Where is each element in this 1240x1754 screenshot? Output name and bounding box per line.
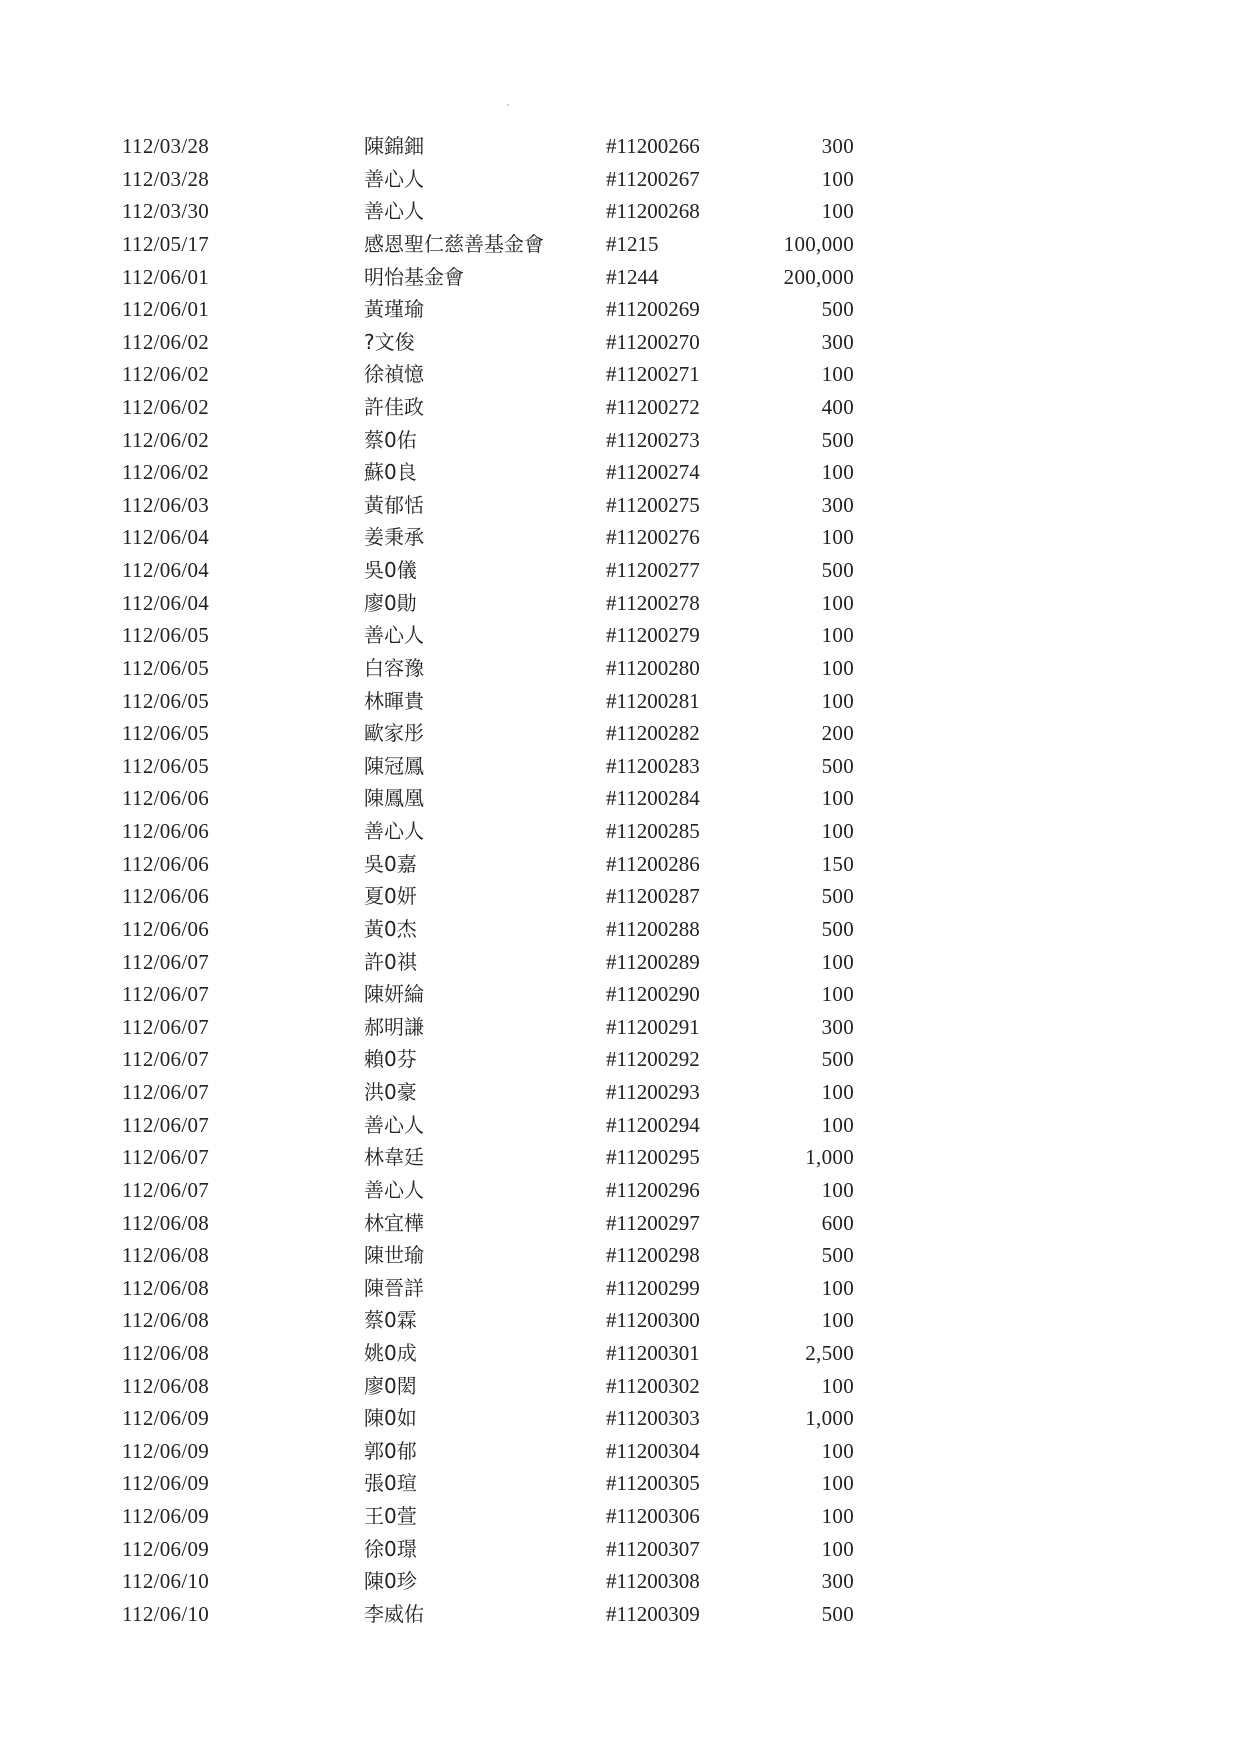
donor-name-cell: 明怡基金會 <box>364 264 464 289</box>
date-cell: 112/06/10 <box>122 1569 210 1594</box>
donor-name-cell: 陳妍綸 <box>364 982 424 1007</box>
ledger-row <box>0 196 1240 226</box>
receipt-number-cell: #11200294 <box>606 1112 700 1137</box>
date-cell: 112/06/06 <box>122 884 210 909</box>
receipt-number-cell: #11200305 <box>606 1471 700 1496</box>
date-cell: 112/06/05 <box>122 753 210 778</box>
amount-cell: 600 <box>821 1210 854 1235</box>
ledger-row <box>0 751 1240 781</box>
amount-cell: 300 <box>821 134 854 158</box>
amount-cell: 100 <box>821 525 854 550</box>
amount-cell: 200,000 <box>783 264 854 289</box>
donor-name-cell: 善心人 <box>364 819 424 843</box>
donor-name-cell: 善心人 <box>364 1177 424 1202</box>
ledger-row <box>0 1077 1240 1107</box>
ledger-row <box>0 1501 1240 1531</box>
ledger-row <box>0 686 1240 716</box>
receipt-number-cell: #11200291 <box>606 1014 700 1039</box>
donor-name-cell: 白容豫 <box>364 655 424 680</box>
date-cell: 112/06/07 <box>122 1145 210 1170</box>
amount-cell: 500 <box>821 916 854 941</box>
date-cell: 112/06/04 <box>122 558 210 583</box>
receipt-number-cell: #11200274 <box>606 460 700 485</box>
amount-cell: 100 <box>821 1471 854 1496</box>
receipt-number-cell: #11200295 <box>606 1145 700 1170</box>
amount-cell: 100 <box>821 199 854 224</box>
ledger-row <box>0 947 1240 977</box>
ledger-row <box>0 1305 1240 1335</box>
ledger-row <box>0 131 1240 161</box>
donor-name-cell: 林暉貴 <box>364 688 424 713</box>
donor-name-cell: 蔡0佑 <box>364 427 417 452</box>
date-cell: 112/06/08 <box>122 1243 210 1268</box>
ledger-row <box>0 1534 1240 1564</box>
receipt-number-cell: #1244 <box>606 264 659 289</box>
donor-name-cell: 陳世瑜 <box>364 1243 424 1268</box>
donor-name-cell: 徐0璟 <box>364 1536 417 1561</box>
amount-cell: 500 <box>821 1243 854 1268</box>
ledger-row <box>0 229 1240 259</box>
ledger-row <box>0 1566 1240 1596</box>
date-cell: 112/06/03 <box>122 492 210 517</box>
amount-cell: 100 <box>821 1112 854 1137</box>
receipt-number-cell: #11200296 <box>606 1177 700 1202</box>
donor-name-cell: 陳0如 <box>364 1406 417 1431</box>
date-cell: 112/06/08 <box>122 1340 210 1365</box>
donor-name-cell: 王0萱 <box>364 1504 417 1528</box>
receipt-number-cell: #11200308 <box>606 1569 700 1594</box>
ledger-row <box>0 588 1240 618</box>
donor-name-cell: 李威佑 <box>364 1601 424 1626</box>
amount-cell: 100 <box>821 819 854 843</box>
receipt-number-cell: #11200290 <box>606 982 700 1007</box>
scan-speck <box>507 104 509 106</box>
ledger-row <box>0 425 1240 455</box>
amount-cell: 100 <box>821 166 854 191</box>
ledger-row <box>0 1175 1240 1205</box>
receipt-number-cell: #11200267 <box>606 166 700 191</box>
donor-name-cell: 許0祺 <box>364 949 417 974</box>
amount-cell: 100 <box>821 949 854 974</box>
date-cell: 112/06/02 <box>122 427 210 452</box>
amount-cell: 500 <box>821 297 854 322</box>
ledger-row <box>0 522 1240 552</box>
ledger-row <box>0 1273 1240 1303</box>
date-cell: 112/06/04 <box>122 590 210 615</box>
date-cell: 112/06/07 <box>122 949 210 974</box>
date-cell: 112/06/07 <box>122 1014 210 1039</box>
donor-name-cell: 黃瑾瑜 <box>364 297 424 322</box>
date-cell: 112/06/09 <box>122 1438 210 1463</box>
amount-cell: 100 <box>821 982 854 1007</box>
donor-name-cell: 善心人 <box>364 1112 424 1137</box>
donor-name-cell: 許佳政 <box>364 395 424 419</box>
receipt-number-cell: #11200307 <box>606 1536 700 1561</box>
donor-name-cell: 林宜樺 <box>364 1210 424 1235</box>
ledger-row <box>0 1338 1240 1368</box>
ledger-row <box>0 1044 1240 1074</box>
date-cell: 112/05/17 <box>122 231 210 256</box>
donor-name-cell: 陳冠鳳 <box>364 753 424 778</box>
ledger-row <box>0 262 1240 292</box>
date-cell: 112/06/01 <box>122 297 210 322</box>
date-cell: 112/06/02 <box>122 460 210 485</box>
receipt-number-cell: #11200281 <box>606 688 700 713</box>
receipt-number-cell: #11200268 <box>606 199 700 224</box>
ledger-row <box>0 979 1240 1009</box>
date-cell: 112/06/08 <box>122 1275 210 1300</box>
ledger-row <box>0 490 1240 520</box>
amount-cell: 1,000 <box>805 1145 854 1170</box>
date-cell: 112/03/28 <box>122 166 210 191</box>
amount-cell: 500 <box>821 558 854 583</box>
donor-name-cell: 蘇0良 <box>364 460 417 485</box>
donor-name-cell: 郝明謙 <box>364 1014 424 1039</box>
donor-name-cell: 郭0郁 <box>364 1438 417 1463</box>
receipt-number-cell: #11200299 <box>606 1275 700 1300</box>
ledger-row <box>0 1403 1240 1433</box>
donor-name-cell: 姚0成 <box>364 1340 417 1365</box>
donor-name-cell: 吳0嘉 <box>364 851 417 876</box>
amount-cell: 100 <box>821 1536 854 1561</box>
receipt-number-cell: #11200282 <box>606 721 700 746</box>
ledger-row <box>0 914 1240 944</box>
date-cell: 112/06/06 <box>122 851 210 876</box>
ledger-row <box>0 327 1240 357</box>
date-cell: 112/06/07 <box>122 1177 210 1202</box>
receipt-number-cell: #11200272 <box>606 395 700 419</box>
amount-cell: 100 <box>821 623 854 648</box>
donor-name-cell: 林韋廷 <box>364 1145 424 1170</box>
ledger-row <box>0 1371 1240 1401</box>
ledger-row <box>0 164 1240 194</box>
ledger-row <box>0 653 1240 683</box>
ledger-row <box>0 392 1240 422</box>
ledger-row <box>0 1599 1240 1629</box>
ledger-row <box>0 1240 1240 1270</box>
amount-cell: 100 <box>821 1504 854 1528</box>
date-cell: 112/06/06 <box>122 786 210 811</box>
amount-cell: 100 <box>821 362 854 387</box>
amount-cell: 100,000 <box>783 231 854 256</box>
date-cell: 112/06/01 <box>122 264 210 289</box>
date-cell: 112/06/07 <box>122 982 210 1007</box>
donation-ledger <box>0 131 1240 1631</box>
date-cell: 112/06/06 <box>122 916 210 941</box>
donor-name-cell: 黃0杰 <box>364 916 417 941</box>
ledger-row <box>0 620 1240 650</box>
receipt-number-cell: #11200303 <box>606 1406 700 1431</box>
ledger-row <box>0 783 1240 813</box>
amount-cell: 500 <box>821 753 854 778</box>
amount-cell: 2,500 <box>805 1340 854 1365</box>
donor-name-cell: 姜秉承 <box>364 525 424 550</box>
receipt-number-cell: #1215 <box>606 231 659 256</box>
ledger-row <box>0 816 1240 846</box>
receipt-number-cell: #11200287 <box>606 884 700 909</box>
donor-name-cell: 蔡0霖 <box>364 1308 417 1333</box>
receipt-number-cell: #11200277 <box>606 558 700 583</box>
date-cell: 112/06/04 <box>122 525 210 550</box>
ledger-row <box>0 881 1240 911</box>
donor-name-cell: 廖0閎 <box>364 1373 417 1398</box>
receipt-number-cell: #11200285 <box>606 819 700 843</box>
donor-name-cell: 夏0妍 <box>364 884 417 909</box>
amount-cell: 500 <box>821 427 854 452</box>
receipt-number-cell: #11200269 <box>606 297 700 322</box>
ledger-row <box>0 1012 1240 1042</box>
amount-cell: 400 <box>821 395 854 419</box>
amount-cell: 1,000 <box>805 1406 854 1431</box>
date-cell: 112/06/05 <box>122 655 210 680</box>
receipt-number-cell: #11200293 <box>606 1080 700 1104</box>
receipt-number-cell: #11200298 <box>606 1243 700 1268</box>
receipt-number-cell: #11200304 <box>606 1438 700 1463</box>
ledger-row <box>0 1208 1240 1238</box>
ledger-row <box>0 359 1240 389</box>
amount-cell: 100 <box>821 688 854 713</box>
date-cell: 112/06/06 <box>122 819 210 843</box>
date-cell: 112/06/05 <box>122 623 210 648</box>
date-cell: 112/06/07 <box>122 1047 210 1072</box>
date-cell: 112/06/02 <box>122 395 210 419</box>
ledger-row <box>0 849 1240 879</box>
receipt-number-cell: #11200276 <box>606 525 700 550</box>
receipt-number-cell: #11200301 <box>606 1340 700 1365</box>
date-cell: 112/03/28 <box>122 134 210 158</box>
date-cell: 112/06/05 <box>122 721 210 746</box>
amount-cell: 100 <box>821 1080 854 1104</box>
donor-name-cell: 善心人 <box>364 199 424 224</box>
date-cell: 112/03/30 <box>122 199 210 224</box>
receipt-number-cell: #11200270 <box>606 329 700 354</box>
receipt-number-cell: #11200278 <box>606 590 700 615</box>
donor-name-cell: 陳0珍 <box>364 1569 417 1594</box>
donor-name-cell: 賴0芬 <box>364 1047 417 1072</box>
ledger-row <box>0 1436 1240 1466</box>
ledger-row <box>0 1142 1240 1172</box>
date-cell: 112/06/05 <box>122 688 210 713</box>
amount-cell: 300 <box>821 1569 854 1594</box>
date-cell: 112/06/09 <box>122 1471 210 1496</box>
date-cell: 112/06/08 <box>122 1308 210 1333</box>
receipt-number-cell: #11200302 <box>606 1373 700 1398</box>
date-cell: 112/06/08 <box>122 1210 210 1235</box>
receipt-number-cell: #11200275 <box>606 492 700 517</box>
receipt-number-cell: #11200266 <box>606 134 700 158</box>
ledger-row <box>0 718 1240 748</box>
amount-cell: 300 <box>821 329 854 354</box>
date-cell: 112/06/07 <box>122 1080 210 1104</box>
amount-cell: 150 <box>821 851 854 876</box>
amount-cell: 300 <box>821 1014 854 1039</box>
receipt-number-cell: #11200292 <box>606 1047 700 1072</box>
donor-name-cell: 善心人 <box>364 166 424 191</box>
date-cell: 112/06/09 <box>122 1504 210 1528</box>
donor-name-cell: 徐禎憶 <box>364 362 424 387</box>
ledger-row <box>0 294 1240 324</box>
amount-cell: 100 <box>821 460 854 485</box>
date-cell: 112/06/09 <box>122 1406 210 1431</box>
receipt-number-cell: #11200297 <box>606 1210 700 1235</box>
amount-cell: 500 <box>821 884 854 909</box>
donor-name-cell: 黃郁恬 <box>364 492 424 517</box>
amount-cell: 100 <box>821 1275 854 1300</box>
donor-name-cell: 陳鳳凰 <box>364 786 424 811</box>
ledger-row <box>0 457 1240 487</box>
receipt-number-cell: #11200309 <box>606 1601 700 1626</box>
receipt-number-cell: #11200289 <box>606 949 700 974</box>
donor-name-cell: 歐家彤 <box>364 721 424 746</box>
amount-cell: 100 <box>821 1438 854 1463</box>
donor-name-cell: 陳晉詳 <box>364 1275 424 1300</box>
date-cell: 112/06/02 <box>122 362 210 387</box>
donor-name-cell: 吳0儀 <box>364 558 417 583</box>
donor-name-cell: 廖0勛 <box>364 590 417 615</box>
amount-cell: 100 <box>821 590 854 615</box>
donor-name-cell: 陳錦鈿 <box>364 134 424 158</box>
receipt-number-cell: #11200284 <box>606 786 700 811</box>
date-cell: 112/06/02 <box>122 329 210 354</box>
amount-cell: 200 <box>821 721 854 746</box>
receipt-number-cell: #11200279 <box>606 623 700 648</box>
date-cell: 112/06/10 <box>122 1601 210 1626</box>
donor-name-cell: ?文俊 <box>364 329 415 354</box>
ledger-row <box>0 555 1240 585</box>
receipt-number-cell: #11200288 <box>606 916 700 941</box>
amount-cell: 100 <box>821 1373 854 1398</box>
amount-cell: 100 <box>821 1308 854 1333</box>
receipt-number-cell: #11200306 <box>606 1504 700 1528</box>
donor-name-cell: 張0瑄 <box>364 1471 417 1496</box>
receipt-number-cell: #11200283 <box>606 753 700 778</box>
date-cell: 112/06/09 <box>122 1536 210 1561</box>
ledger-row <box>0 1468 1240 1498</box>
date-cell: 112/06/08 <box>122 1373 210 1398</box>
receipt-number-cell: #11200300 <box>606 1308 700 1333</box>
amount-cell: 300 <box>821 492 854 517</box>
amount-cell: 500 <box>821 1047 854 1072</box>
receipt-number-cell: #11200273 <box>606 427 700 452</box>
donor-name-cell: 感恩聖仁慈善基金會 <box>364 231 544 256</box>
donor-name-cell: 善心人 <box>364 623 424 648</box>
receipt-number-cell: #11200286 <box>606 851 700 876</box>
amount-cell: 100 <box>821 1177 854 1202</box>
ledger-row <box>0 1110 1240 1140</box>
date-cell: 112/06/07 <box>122 1112 210 1137</box>
donor-name-cell: 洪0豪 <box>364 1080 417 1104</box>
receipt-number-cell: #11200271 <box>606 362 700 387</box>
receipt-number-cell: #11200280 <box>606 655 700 680</box>
amount-cell: 100 <box>821 786 854 811</box>
amount-cell: 100 <box>821 655 854 680</box>
amount-cell: 500 <box>821 1601 854 1626</box>
